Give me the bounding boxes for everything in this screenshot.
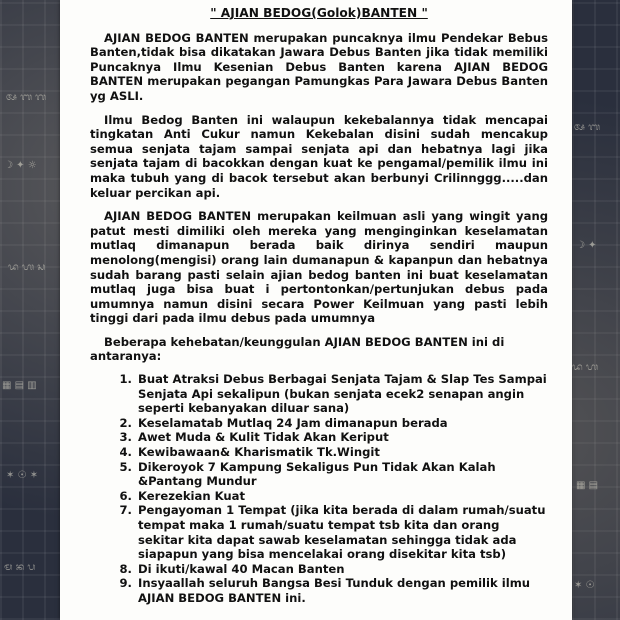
cloth-right-edge: ᬅ ᬩ ☽ ✦ ᬤ ᬳ ▦ ▤ ✶ ☉ [572,122,601,591]
benefit-item: 7. Pengayoman 1 Tempat (jika kita berada di dalam rumah/suatu tempat maka 1 rumah/suatu tempat tsb kita dan orang sekitar kita dapat sawab keselamatan sehingga tidak ada siapapun yang bisa mencelakai orang disekitar kita tsb) [136,503,548,561]
paragraph-1: AJIAN BEDOG BANTEN merupakan puncaknya ilmu Pendekar Bebus Banten,tidak bisa dikatakan Jawara Debus Banten jika tidak memiliki Puncaknya Ilmu Kesenian Debus Banten karena AJIAN BEDOG BANTEN merupakan pegangan Pamungkas Para Jawara Debus Banten yg ASLI. [90,30,548,103]
document-page [60,0,572,620]
benefit-item: 3. Awet Muda & Kulit Tidak Akan Keriput [136,430,548,445]
paragraph-2: Ilmu Bedog Banten ini walaupun kekebalannya tidak mencapai tingkatan Anti Cukur namun Kekebalan disini sudah mencakup semua senjata tajam sampai senjata api dan hebatnya lagi jika senjata tajam di bacokkan dengan kuat ke pengamal/pemilik ilmu ini maka tubuh yang di bacok tersebut akan berbunyi Crilinnggg.....dan keluar percikan api. [90,112,548,200]
benefits-list [90,372,548,606]
cloth-left-edge: ᬅ ᬩ ᬕ ☽ ✦ ☼ ᬤ ᬳ ᬲ ▦ ▤ ▥ ✶ ☉ ✶ ᬫ ᬦ ᬧ [2,92,47,573]
benefit-item: 5. Dikeroyok 7 Kampung Sekaligus Pun Tidak Akan Kalah &Pantang Mundur [136,460,548,489]
benefit-item: 9. Insyaallah seluruh Bangsa Besi Tunduk dengan pemilik ilmu AJIAN BEDOG BANTEN ini. [136,576,548,605]
benefit-item: 8. Di ikuti/kawal 40 Macan Banten [136,562,548,577]
benefit-item: 1. Buat Atraksi Debus Berbagai Senjata Tajam & Slap Tes Sampai Senjata Api sekalipun (bukan senjata ecek2 senapan angin seperti kebanyakan diluar sana) [136,372,548,416]
benefit-item: 2. Keselamatab Mutlaq 24 Jam dimanapun berada [136,416,548,431]
benefit-item: 6. Kerezekian Kuat [136,489,548,504]
benefit-item: 4. Kewibawaan& Kharismatik Tk.Wingit [136,445,548,460]
document-title: " AJIAN BEDOG(Golok)BANTEN " [210,6,428,20]
list-intro: Beberapa kehebatan/keunggulan AJIAN BEDOG BANTEN ini di antaranya: [90,334,505,364]
paragraph-3: AJIAN BEDOG BANTEN merupakan keilmuan asli yang wingit yang patut mesti dimiliki oleh mereka yang menginginkan keselamatan mutlaq dimanapun berada baik dirinya sendiri maupun menolong(mengisi) orang lain dumanapun & kapanpun dan hebatnya sudah barang pasti selain ajian bedog banten ini buat keselamatan mutlaq juga bisa buat i pertontonkan/pertunjukan debus pada umumnya namun disini secara Power Keilmuan yang pasti lebih tinggi dari pada ilmu debus pada umumnya [90,209,548,326]
